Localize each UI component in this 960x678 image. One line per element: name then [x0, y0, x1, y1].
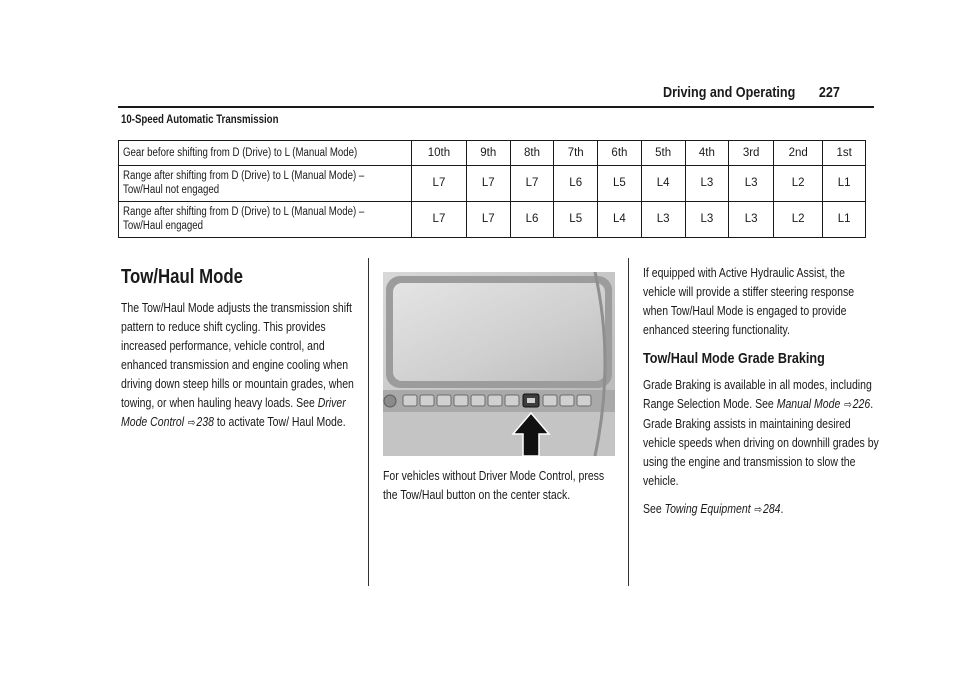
page-ref[interactable]: 284: [762, 502, 781, 516]
row-label: Range after shifting from D (Drive) to L (Manual Mode) – Tow/Haul not engaged: [119, 166, 412, 202]
table-header-label: Gear before shifting from D (Drive) to L (Manual Mode): [119, 141, 412, 166]
range-cell: L7: [510, 166, 554, 202]
column-divider: [628, 258, 629, 586]
range-cell: L3: [685, 166, 729, 202]
range-cell: L4: [598, 201, 642, 237]
gear-range-table: [118, 140, 866, 238]
range-cell: L3: [729, 201, 774, 237]
page-ref-icon: ⇨: [844, 399, 852, 411]
towing-equipment-paragraph: See Towing Equipment ⇨284.: [643, 502, 784, 516]
row-label: Range after shifting from D (Drive) to L (Manual Mode) – Tow/Haul engaged: [119, 201, 412, 237]
section-heading: Tow/Haul Mode: [121, 266, 243, 288]
range-cell: L3: [641, 201, 685, 237]
gear-header-cell: 7th: [554, 141, 598, 166]
photo-caption: For vehicles without Driver Mode Control, press the Tow/Haul button on the center stack.: [383, 469, 605, 502]
page-ref-icon: ⇨: [187, 417, 196, 429]
gear-header-cell: 10th: [412, 141, 467, 166]
gear-header-cell: 9th: [466, 141, 510, 166]
column-left: [121, 264, 356, 442]
table-row: [119, 201, 866, 237]
range-cell: L1: [823, 201, 866, 237]
range-cell: L7: [412, 201, 467, 237]
range-cell: L2: [774, 201, 823, 237]
tow-haul-paragraph: The Tow/Haul Mode adjusts the transmission shift pattern to reduce shift cycling. This provides increased performance, vehicle control, and enhanced transmission and engine cooling when driving down steep hills or mountain grades, when towing, or when hauling heavy loads. See Driver Mode Control ⇨238 to activate Tow/ Haul Mode.: [121, 301, 354, 429]
xref-link[interactable]: Towing Equipment: [664, 502, 751, 516]
range-cell: L2: [774, 166, 823, 202]
gear-header-cell: 4th: [685, 141, 729, 166]
column-right: [643, 264, 880, 529]
table-row: [119, 166, 866, 202]
range-cell: L4: [641, 166, 685, 202]
page-number: 227: [819, 84, 841, 101]
range-cell: L6: [554, 166, 598, 202]
range-cell: L5: [598, 166, 642, 202]
page-ref[interactable]: 238: [196, 415, 214, 429]
page-ref[interactable]: 226: [852, 397, 871, 411]
running-header: [663, 84, 874, 101]
header-section-title: Driving and Operating: [663, 84, 796, 101]
gear-header-cell: 5th: [641, 141, 685, 166]
header-rule: [118, 106, 874, 108]
xref-link[interactable]: Manual Mode: [776, 397, 841, 411]
range-cell: L5: [554, 201, 598, 237]
range-cell: L7: [466, 166, 510, 202]
range-cell: L1: [823, 166, 866, 202]
range-cell: L6: [510, 201, 554, 237]
gear-header-cell: 3rd: [729, 141, 774, 166]
gear-header-cell: 1st: [823, 141, 866, 166]
gear-header-cell: 2nd: [774, 141, 823, 166]
range-cell: L3: [729, 166, 774, 202]
range-cell: L3: [685, 201, 729, 237]
grade-braking-paragraph: Grade Braking is available in all modes, including Range Selection Mode. See Manual Mode ⇨226. Grade Braking assists in maintaining desired vehicle speeds when driving on downhill grades by using the engine and transmission to slow the vehicle.: [643, 378, 879, 488]
steering-paragraph: If equipped with Active Hydraulic Assist, the vehicle will provide a stiffer steering response when Tow/Haul Mode is engaged to provide enhanced steering functionality.: [643, 266, 855, 337]
page-ref-icon: ⇨: [754, 504, 763, 516]
touchscreen-display: [393, 283, 605, 381]
range-cell: L7: [412, 166, 467, 202]
table-title: 10-Speed Automatic Transmission: [121, 114, 279, 126]
column-divider: [368, 258, 369, 586]
gear-header-cell: 6th: [598, 141, 642, 166]
range-cell: L7: [466, 201, 510, 237]
gear-header-cell: 8th: [510, 141, 554, 166]
xref-link[interactable]: Driver Mode Control: [121, 396, 346, 429]
table-header-row: [119, 141, 866, 166]
subsection-heading: Tow/Haul Mode Grade Braking: [643, 350, 825, 367]
center-stack-photo: [383, 272, 615, 456]
